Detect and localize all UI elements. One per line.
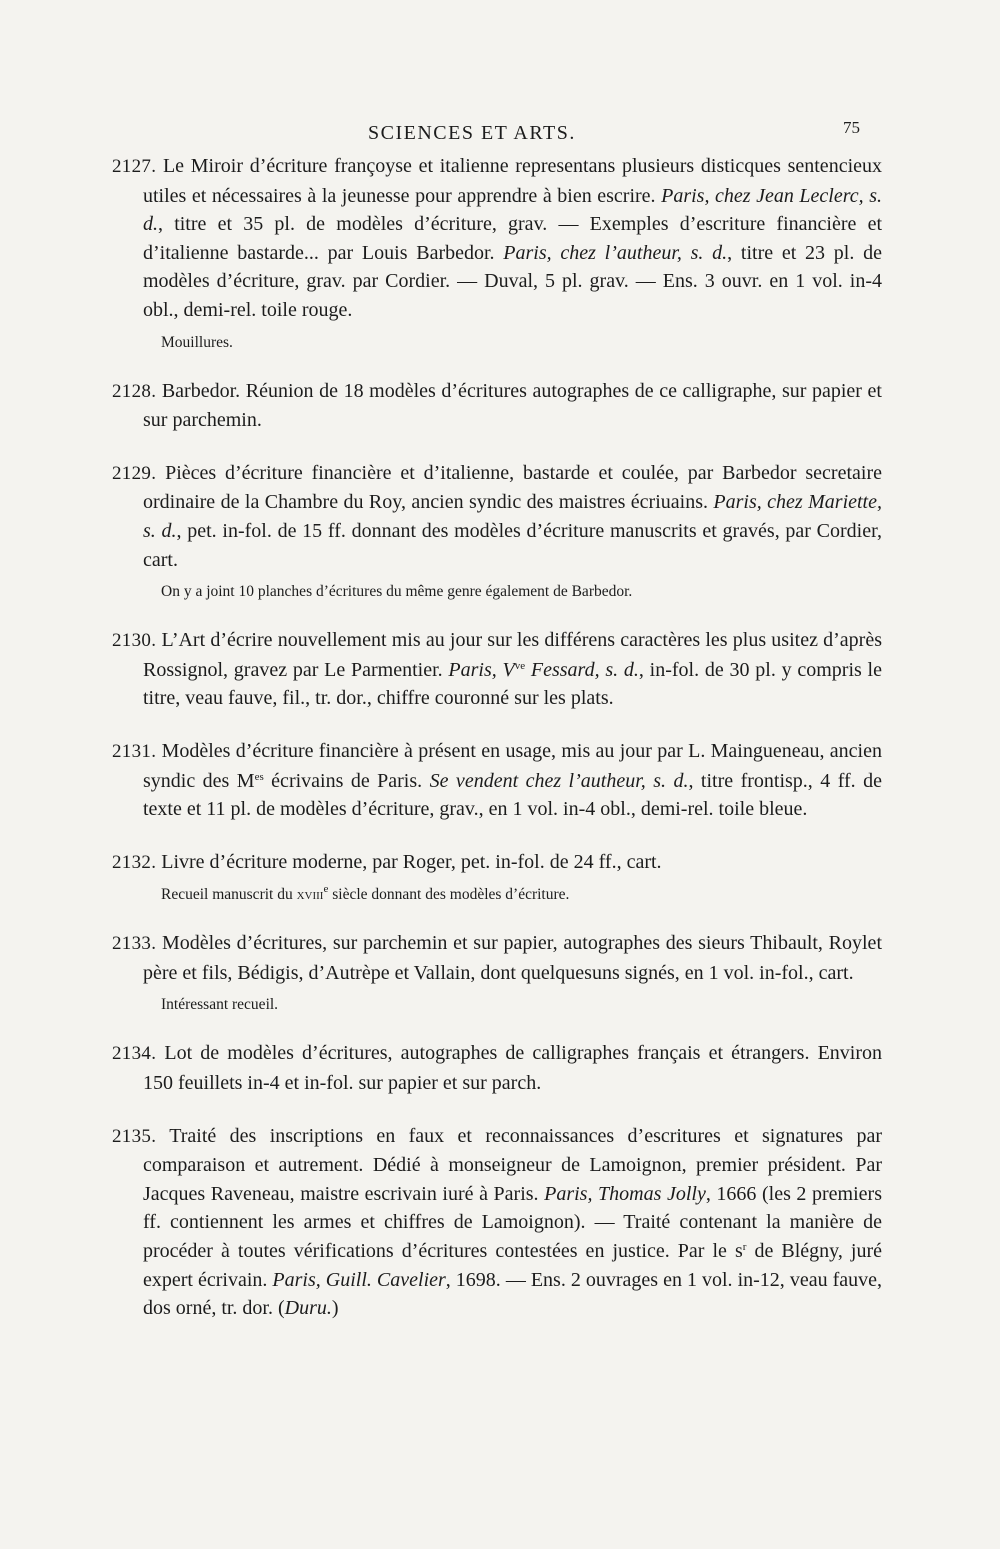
entry-number: 2131. [112,740,157,762]
entry-text-part: Pièces d’écriture financière et d’italienne, bastarde et coulée, par Barbedor secretaire ordinaire de la Chambre du Roy, ancien syndic des maistres écriuains. [143,461,882,514]
entry-text [112,1122,882,1323]
entry-text-part: écrivains de Paris. [263,769,430,792]
entry-text [112,737,882,824]
entry-text-part: Modèles d’écriture financière à présent en usage, mis au jour par L. Maingueneau, ancien syndic des M [143,739,882,792]
running-head: SCIENCES ET ARTS. [368,122,576,144]
entry-imprint: Paris, Guill. Cavelier [272,1268,446,1291]
entry-imprint: Paris, Thomas Jolly [544,1182,706,1205]
entry-text-part: Barbedor. Réunion de 18 modèles d’écritures autographes de ce calligraphe, sur papier et sur parchemin. [143,379,882,432]
page-header [0,118,1000,148]
entry-text [112,152,882,325]
entry-imprint: Paris, chez Jean Leclerc, s. d. [143,184,882,236]
entry-number: 2134. [112,1043,157,1065]
entry-text [112,459,882,574]
entry-note: Intéressant recueil. [161,996,279,1014]
entry-text-part: , titre et 23 pl. de modèles d’écriture, grav. par Cordier. — Duval, 5 pl. grav. — Ens. 3 ouvr. en 1 vol. in-4 obl., demi-rel. toile rouge. [143,241,882,321]
catalogue-entries [112,152,882,1347]
superscript: es [254,770,264,783]
entry-text-part: Livre d’écriture moderne, par Roger, pet. in-fol. de 24 ff., cart. [156,850,662,873]
entry-note [161,885,882,905]
entry-text-part: , titre frontisp., 4 ff. de texte et 11 pl. de modèles d’écriture, grav., en 1 vol. in-4 obl., demi-rel. toile bleue. [143,769,882,821]
catalogue-entry-2129 [112,459,882,602]
catalogue-entry-2128 [112,377,882,435]
entry-text-part: , in-fol. de 30 pl. y compris le titre, veau fauve, fil., tr. dor., chiffre couronné sur les plats. [143,658,882,710]
entry-number: 2127. [112,156,157,177]
entry-text-part: , titre et 35 pl. de modèles d’écriture, grav. — Exemples d’escriture financière et d’italienne bastarde... par Louis Barbedor. [143,213,882,264]
entry-text-part: L’Art d’écrire nouvellement mis au jour sur les différens caractères les plus usitez d’après Rossignol, gravez par Le Parmentier. [143,629,882,681]
superscript: e [323,883,329,896]
entry-imprint: Paris, chez Mariette, s. d. [143,491,882,542]
catalogue-entry-2132 [112,848,882,906]
entry-text-part: , 1666 (les 2 premiers ff. contiennent les armes et chiffres de Lamoignon). — Traité contenant la manière de procéder à toutes vérifications d’écritures contestées en justice. Par le s [143,1182,882,1263]
catalogue-entry-2133 [112,929,882,1015]
catalogue-entry-2127 [112,152,882,353]
catalogue-entry-2135 [112,1122,882,1323]
entry-number: 2129. [112,462,157,484]
entry-text-part: Modèles d’écritures, sur parchemin et sur papier, autographes des sieurs Thibault, Roylet père et fils, Bédigis, d’Autrèpe et Vallain, dont quelquesuns signés, en 1 vol. in-fol., cart. [143,932,882,984]
entry-imprint: Fessard, s. d. [525,658,639,681]
entry-number: 2135. [112,1125,157,1147]
catalogue-entry-2131 [112,737,882,824]
catalogue-entry-2134 [112,1039,882,1097]
entry-text-part: , pet. in-fol. de 15 ff. donnant des modèles d’écriture manuscrits et gravés, par Cordier, cart. [143,519,882,571]
entry-imprint: Se vendent chez l’autheur, s. d. [429,769,689,792]
page-number: 75 [843,118,860,137]
entry-text [112,377,882,435]
entry-text [112,848,882,878]
entry-number: 2130. [112,630,157,652]
entry-imprint: Paris, chez l’autheur, s. d. [503,241,728,264]
century-numeral: xviii [296,886,324,904]
note-text-part: Recueil manuscrit du [161,886,297,904]
entry-number: 2132. [112,851,157,873]
superscript: r [742,1241,747,1254]
entry-text-part: de Blégny, juré expert écrivain. [143,1240,883,1291]
entry-note: On y a joint 10 planches d’écritures du même genre également de Barbedor. [161,583,633,601]
entry-number: 2133. [112,933,157,955]
catalogue-entry-2130 [112,626,882,713]
entry-text [112,929,882,987]
entry-text-part: ) [331,1297,339,1320]
entry-text-part: Lot de modèles d’écritures, autographes de calligraphes français et étrangers. Environ 150 feuillets in-4 et in-fol. sur papier et sur parch. [143,1042,882,1095]
binder-name: Duru. [284,1297,332,1320]
entry-text-part: Le Miroir d’écriture françoyse et italienne representans plusieurs disticques sentencieux utiles et nécessaires à la jeunesse pour apprendre à bien escrire. [143,155,882,207]
entry-text-part: Traité des inscriptions en faux et reconnaissances d’escritures et signatures par comparaison et autrement. Dédié à monseigneur de Lamoignon, premier président. Par Jacques Raveneau, maistre escrivain iuré à Paris. [143,1124,882,1205]
entry-text [112,626,882,713]
superscript: ve [514,659,526,672]
entry-note: Mouillures. [161,333,233,351]
entry-text [112,1039,882,1097]
note-text-part: siècle donnant des modèles d’écriture. [328,886,570,904]
entry-imprint: Paris, V [448,658,515,681]
entry-text-part: , 1698. — Ens. 2 ouvrages en 1 vol. in-12, veau fauve, dos orné, tr. dor. ( [143,1268,883,1320]
entry-number: 2128. [112,380,157,402]
